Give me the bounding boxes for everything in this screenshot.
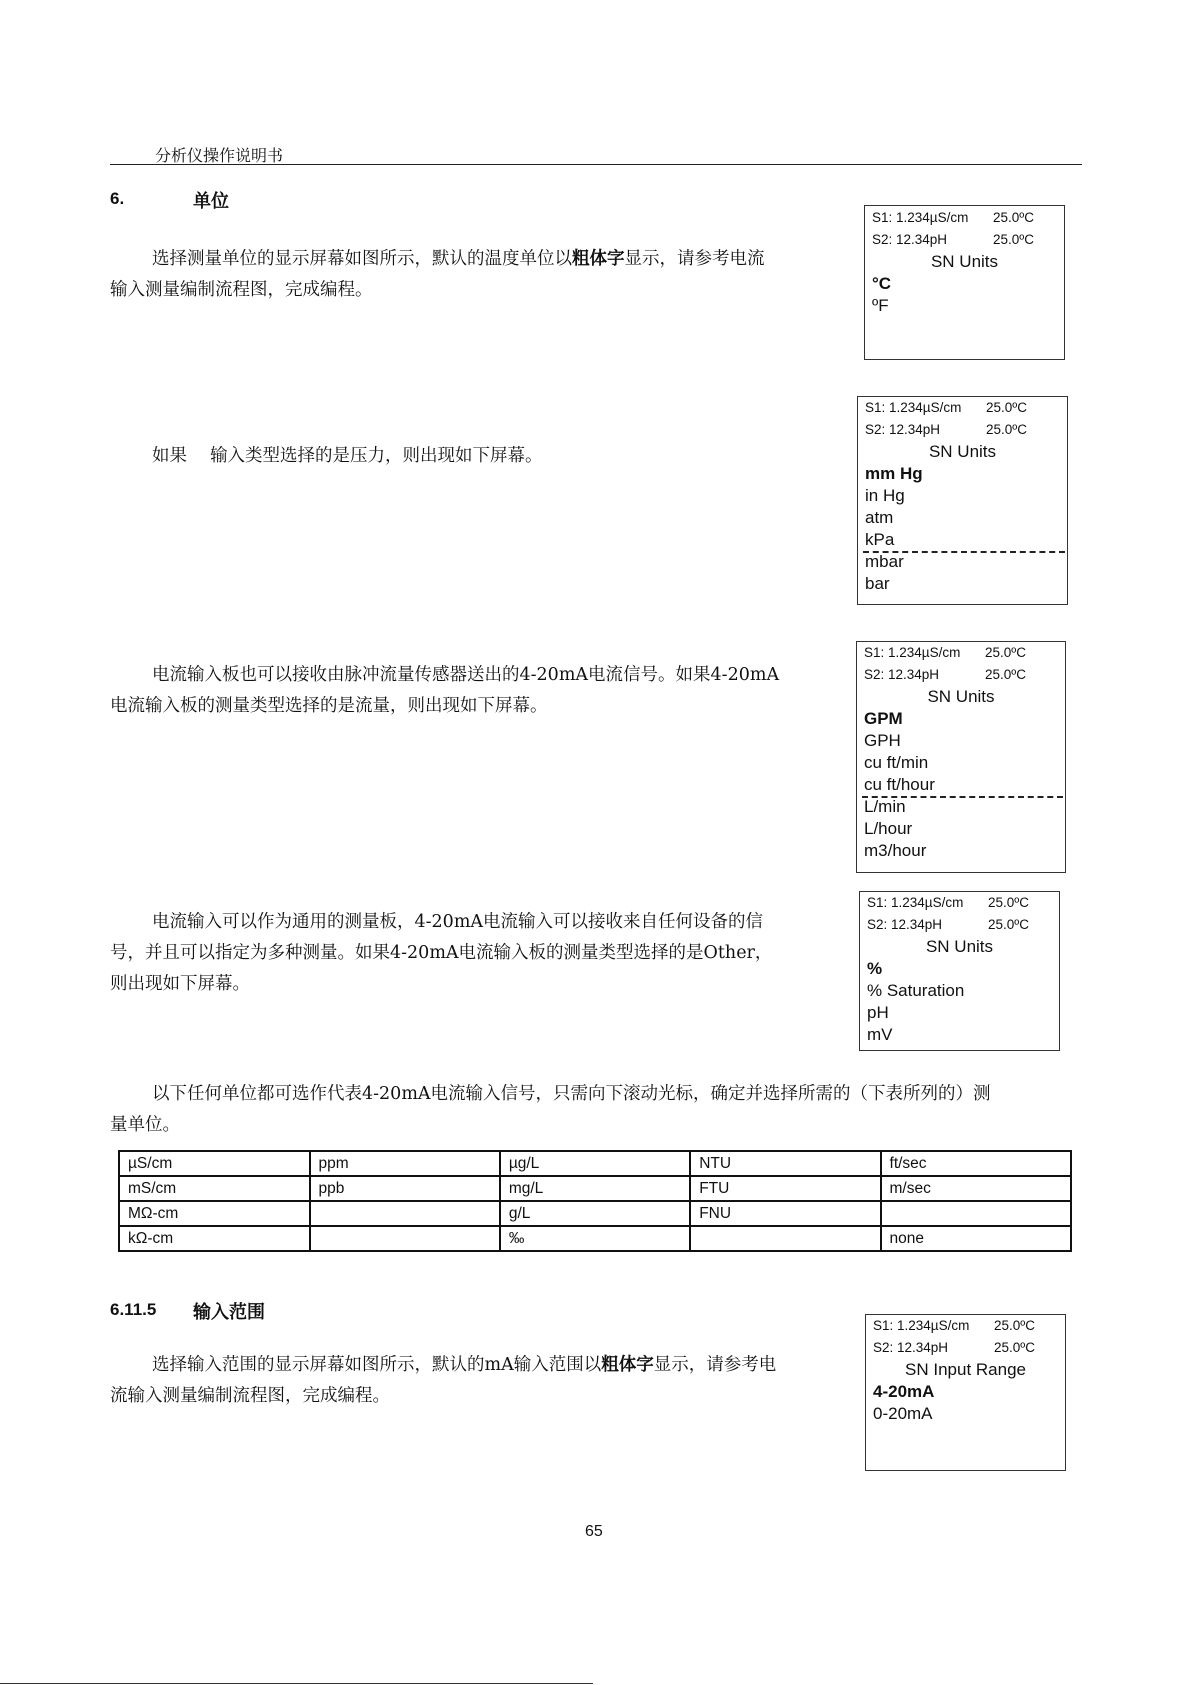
unit-option[interactable]: in Hg	[865, 486, 905, 505]
table-cell: MΩ-cm	[119, 1201, 310, 1226]
unit-option[interactable]: mV	[867, 1025, 893, 1044]
unit-option-selected[interactable]: mm Hg	[865, 464, 923, 483]
status-line-s2: S2: 12.34pH 25.0ºC	[865, 422, 1027, 437]
para-text: 显示，请参考电流	[624, 249, 765, 269]
screen-title: SN Units	[928, 442, 997, 461]
table-row	[119, 1226, 1071, 1251]
flow-paragraph	[110, 660, 850, 722]
unit-option[interactable]: kPa	[865, 530, 895, 549]
para-text: 量单位。	[110, 1115, 180, 1135]
unit-option[interactable]: GPH	[864, 731, 901, 750]
screen-title: SN Units	[927, 687, 995, 706]
unit-option[interactable]: L/min	[864, 797, 906, 816]
table-cell	[881, 1201, 1071, 1226]
unit-option[interactable]: % Saturation	[867, 981, 965, 1000]
para-text: 选择输入范围的显示屏幕如图所示，默认的mA输入范围以	[152, 1355, 602, 1375]
para-text: 流输入测量编制流程图，完成编程。	[110, 1386, 390, 1406]
unit-option[interactable]: cu ft/hour	[864, 775, 935, 794]
para-text: 则出现如下屏幕。	[110, 974, 250, 994]
status-line-s1: S1: 1.234µS/cm 25.0ºC	[864, 645, 1026, 660]
range-option[interactable]: 0-20mA	[873, 1404, 933, 1423]
table-cell: m/sec	[881, 1176, 1071, 1201]
table-cell: FTU	[690, 1176, 880, 1201]
section-number: 6.	[110, 189, 125, 208]
para-text: 以下任何单位都可选作代表4-20mA电流输入信号，只需向下滚动光标，确定并选择所需的（下表所列的）测	[152, 1084, 991, 1104]
table-cell: mS/cm	[119, 1176, 310, 1201]
para-bold-text: 粗体字	[601, 1355, 654, 1375]
table-cell	[690, 1226, 880, 1251]
flow-units-screen	[856, 641, 1066, 873]
status-line-s2: S2: 12.34pH 25.0ºC	[873, 1340, 1035, 1355]
page-number: 65	[585, 1523, 603, 1540]
para-text: 号，并且可以指定为多种测量。如果4-20mA电流输入板的测量类型选择的是Other，	[110, 943, 773, 963]
table-cell	[310, 1201, 500, 1226]
table-row	[119, 1176, 1071, 1201]
table-cell: ppb	[310, 1176, 500, 1201]
other-paragraph	[110, 907, 850, 1000]
unit-option[interactable]: ºF	[872, 296, 889, 315]
screen-title: SN Units	[930, 252, 999, 271]
other-units-screen	[859, 891, 1060, 1051]
table-cell: ppm	[310, 1151, 500, 1176]
pressure-units-screen	[857, 396, 1068, 605]
status-line-s2: S2: 12.34pH 25.0ºC	[864, 667, 1026, 682]
temp-units-screen	[864, 205, 1065, 360]
table-row	[119, 1151, 1071, 1176]
table-intro-paragraph	[110, 1079, 1110, 1141]
range-option-selected[interactable]: 4-20mA	[873, 1382, 935, 1401]
para-text: 选择测量单位的显示屏幕如图所示，默认的温度单位以	[152, 249, 572, 269]
unit-option[interactable]: L/hour	[864, 819, 913, 838]
header-rule	[110, 164, 1082, 165]
units-table	[118, 1150, 1072, 1252]
status-line-s1: S1: 1.234µS/cm 25.0ºC	[865, 400, 1027, 415]
table-cell: µg/L	[500, 1151, 690, 1176]
unit-option-selected[interactable]: %	[867, 959, 883, 978]
status-line-s2: S2: 12.34pH 25.0ºC	[867, 917, 1029, 932]
table-cell: g/L	[500, 1201, 690, 1226]
table-cell: mg/L	[500, 1176, 690, 1201]
para-bold-text: 粗体字	[572, 249, 625, 269]
table-cell: ‰	[500, 1226, 690, 1251]
status-line-s2: S2: 12.34pH 25.0ºC	[872, 232, 1034, 247]
table-cell: kΩ-cm	[119, 1226, 310, 1251]
unit-option[interactable]: atm	[865, 508, 894, 527]
table-cell: µS/cm	[119, 1151, 310, 1176]
input-range-screen	[865, 1314, 1066, 1471]
pressure-paragraph: 如果 输入类型选择的是压力，则出现如下屏幕。	[152, 446, 543, 466]
running-header: 分析仪操作说明书	[155, 146, 284, 165]
para-text: 电流输入板也可以接收由脉冲流量传感器送出的4-20mA电流信号。如果4-20mA	[152, 665, 780, 685]
table-cell: none	[881, 1226, 1071, 1251]
section6-paragraph	[110, 244, 840, 306]
table-cell: NTU	[690, 1151, 880, 1176]
unit-option[interactable]: cu ft/min	[864, 753, 929, 772]
unit-option[interactable]: pH	[867, 1003, 889, 1022]
table-cell: ft/sec	[881, 1151, 1071, 1176]
screen-title: SN Input Range	[905, 1360, 1026, 1379]
subsection-title: 输入范围	[193, 1302, 265, 1323]
para-text: 显示，请参考电	[653, 1355, 777, 1375]
screen-title: SN Units	[925, 937, 994, 956]
footer-rule	[0, 1683, 593, 1684]
status-line-s1: S1: 1.234µS/cm 25.0ºC	[867, 895, 1029, 910]
table-row	[119, 1201, 1071, 1226]
section-title: 单位	[193, 191, 229, 212]
para-text: 电流输入可以作为通用的测量板，4-20mA电流输入可以接收来自任何设备的信	[152, 912, 764, 932]
para-text: 电流输入板的测量类型选择的是流量，则出现如下屏幕。	[110, 696, 548, 716]
unit-option[interactable]: bar	[865, 574, 890, 593]
section6115-paragraph	[110, 1350, 850, 1412]
table-cell	[310, 1226, 500, 1251]
para-text: 输入测量编制流程图，完成编程。	[110, 280, 373, 300]
unit-option-selected[interactable]: GPM	[864, 709, 903, 728]
unit-option[interactable]: m3/hour	[864, 841, 927, 860]
subsection-number: 6.11.5	[110, 1300, 157, 1319]
table-cell: FNU	[690, 1201, 880, 1226]
status-line-s1: S1: 1.234µS/cm 25.0ºC	[873, 1318, 1035, 1333]
status-line-s1: S1: 1.234µS/cm 25.0ºC	[872, 210, 1034, 225]
unit-option-selected[interactable]: °C	[872, 274, 892, 293]
unit-option[interactable]: mbar	[865, 552, 904, 571]
